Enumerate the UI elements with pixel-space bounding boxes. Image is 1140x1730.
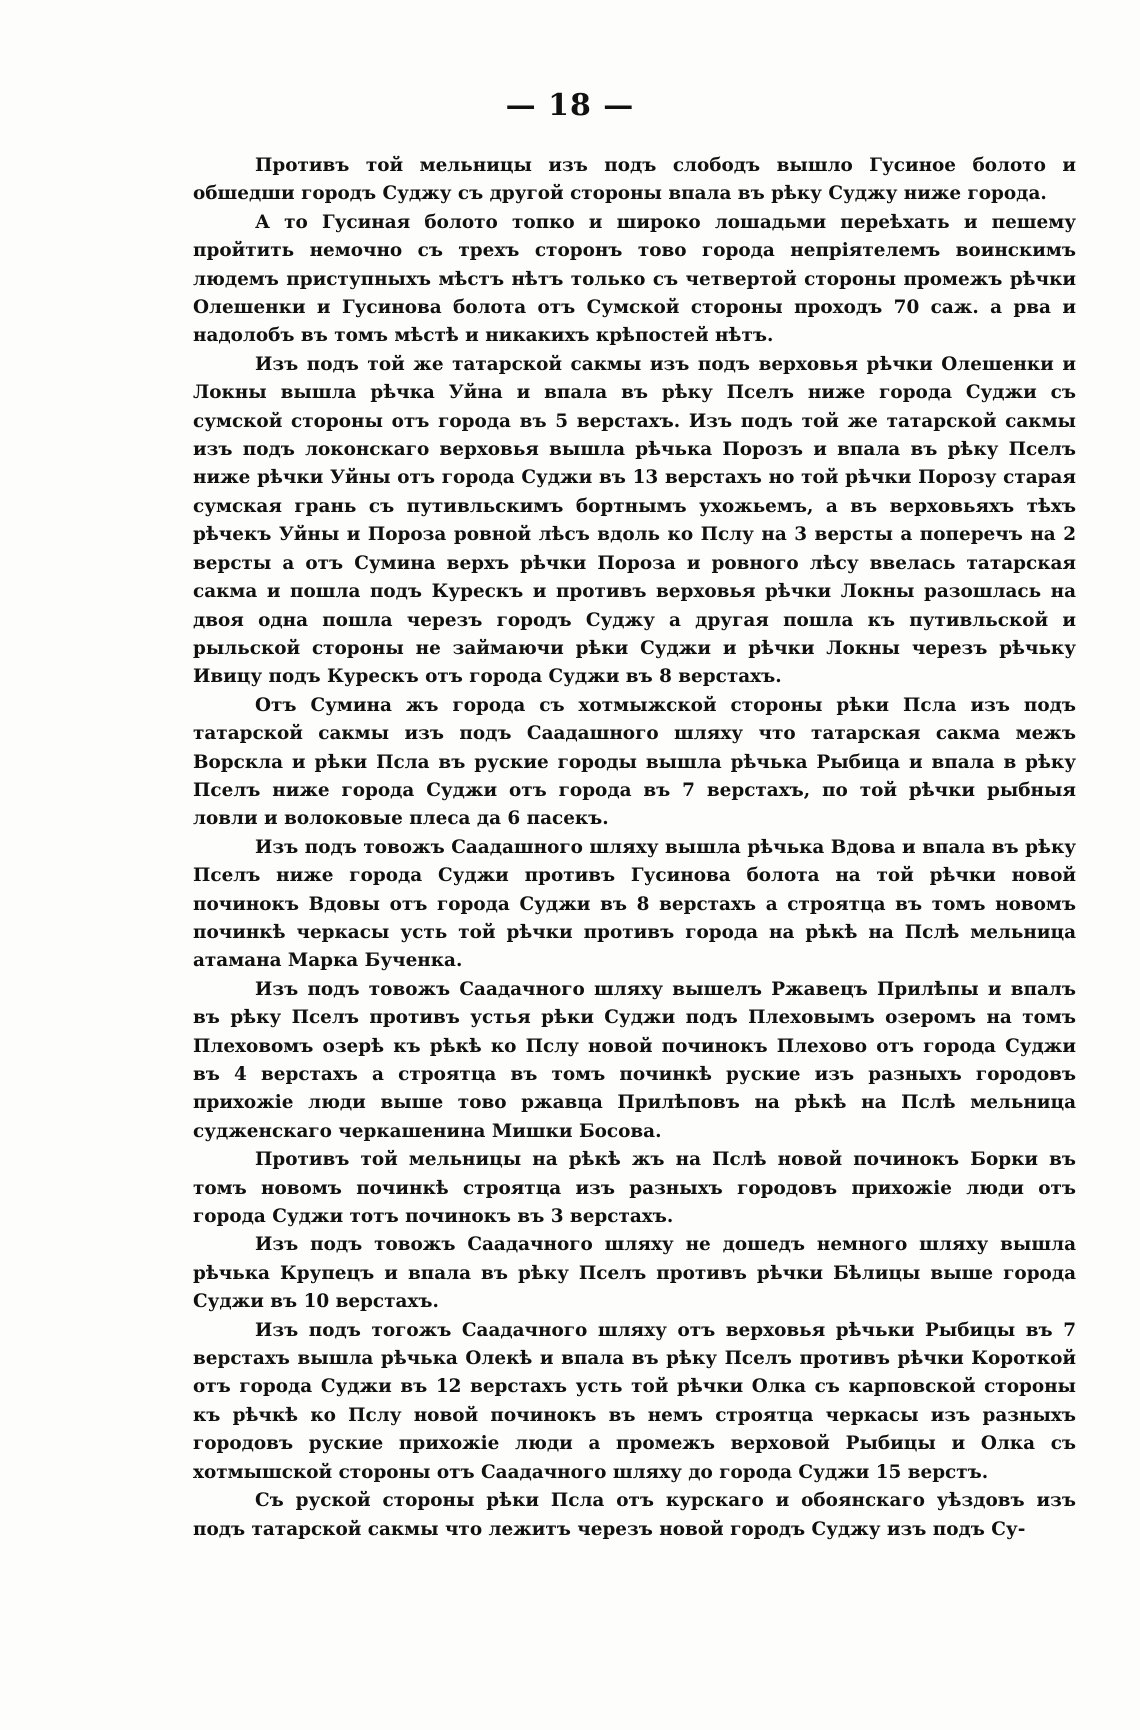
paragraph-3: Изъ подъ той же татарской сакмы изъ подъ верховья рѣчки Олешенки и Локны вышла рѣчка Уйна и впала въ рѣку Пселъ ниже города Суджи съ сумской стороны отъ города въ 5 верстахъ. Изъ подъ той же татарской сакмы изъ подъ локонскаго верховья вышла рѣчька Порозъ и впала въ рѣку Пселъ ниже рѣчки Уйны отъ города Суджи въ 13 верстахъ но той рѣчки Порозу старая сумская грань съ путивльскимъ бортнымъ ухожьемъ, а въ верховьяхъ тѣхъ рѣчекъ Уйны и Пороза ровной лѣсъ вдоль ко Пслу на 3 версты а поперечъ на 2 версты а отъ Сумина верхъ рѣчки Пороза и ровного лѣсу ввелась татарская сакма и пошла подъ Курескъ и противъ верховья рѣчки Локны разошлась на двоя одна пошла черезъ городъ Суджу а другая пошла къ путивльской и рыльской стороны не займаючи рѣки Суджи и рѣчки Локны черезъ рѣчьку Ивицу подъ Курескъ отъ города Суджи въ 8 верстахъ.	[193, 353, 1076, 688]
paragraph-5: Изъ подъ товожъ Саадашного шляху вышла рѣчька Вдова и впала въ рѣку Пселъ ниже города Суджи противъ Гусинова болота на той рѣчки новой починокъ Вдовы отъ города Суджи въ 8 верстахъ а строятца въ томъ новомъ починкѣ черкасы усть той рѣчки противъ города на рѣкѣ на Пслѣ мельница атамана Марка Бученка.	[193, 836, 1076, 972]
paragraph-10: Съ руской стороны рѣки Псла отъ курскаго и обоянскаго уѣздовъ изъ подъ татарской сакмы что лежитъ черезъ новой городъ Суджу изъ подъ Су-	[193, 1490, 1076, 1540]
paragraph-1: Противъ той мельницы изъ подъ слободъ вышло Гусиное болото и обшедши городъ Суджу съ другой стороны впала въ рѣку Суджу ниже города.	[193, 155, 1076, 205]
page-number: — 18 —	[505, 88, 635, 123]
paragraph-6: Изъ подъ товожъ Саадачного шляху вышелъ Ржавецъ Прилѣпы и впалъ въ рѣку Пселъ противъ устья рѣки Суджи подъ Плеховымъ озеромъ на томъ Плеховомъ озерѣ къ рѣкѣ ко Пслу новой починокъ Плехово отъ города Суджи въ 4 верстахъ а строятца въ томъ починкѣ руские изъ разныхъ городовъ прихожіе люди выше тово ржавца Прилѣповъ на рѣкѣ на Пслѣ мельница судженскаго черкашенина Мишки Босова.	[193, 978, 1076, 1142]
paragraph-8: Изъ подъ товожъ Саадачного шляху не дошедъ немного шляху вышла рѣчька Крупецъ и впала въ рѣку Пселъ противъ рѣчки Бѣлицы выше города Суджи въ 10 верстахъ.	[193, 1234, 1076, 1313]
paragraph-9: Изъ подъ тогожъ Саадачного шляху отъ верховья рѣчьки Рыбицы въ 7 верстахъ вышла рѣчька Олекѣ и впала въ рѣку Пселъ противъ рѣчки Короткой отъ города Суджи въ 12 верстахъ усть той рѣчки Олка съ карповской стороны къ рѣчкѣ ко Пслу новой починокъ въ немъ строятца черкасы изъ разныхъ городовъ руские прихожіе люди а промежъ верховой Рыбицы и Олка съ хотмышской стороны отъ Саадачного шляху до города Суджи 15 верстъ.	[193, 1319, 1076, 1483]
paragraph-7: Противъ той мельницы на рѣкѣ жъ на Пслѣ новой починокъ Борки въ томъ новомъ починкѣ строятца изъ разныхъ городовъ прихожіе люди отъ города Суджи тотъ починокъ въ 3 верстахъ.	[193, 1149, 1076, 1228]
paragraph-2: А то Гусиная болото топко и широко лошадьми переѣхать и пешему пройтить немочно съ трехъ сторонъ тово города непріятелемъ воинскимъ людемъ приступныхъ мѣстъ нѣтъ только съ четвертой стороны промежъ рѣчки Олешенки и Гусинова болота отъ Сумской стороны проходъ 70 саж. а рва и надолобъ въ томъ мѣстѣ и никакихъ крѣпостей нѣтъ.	[193, 211, 1076, 347]
body-text	[193, 152, 1076, 1544]
paragraph-4: Отъ Сумина жъ города съ хотмыжской стороны рѣки Псла изъ подъ татарской сакмы изъ подъ Саадашного шляху что татарская сакма межъ Ворскла и рѣки Псла въ руские городы вышла рѣчька Рыбица и впала в рѣку Пселъ ниже города Суджи отъ города въ 7 верстахъ, по той рѣчки рыбныя ловли и волоковые плеса да 6 пасекъ.	[193, 694, 1076, 830]
